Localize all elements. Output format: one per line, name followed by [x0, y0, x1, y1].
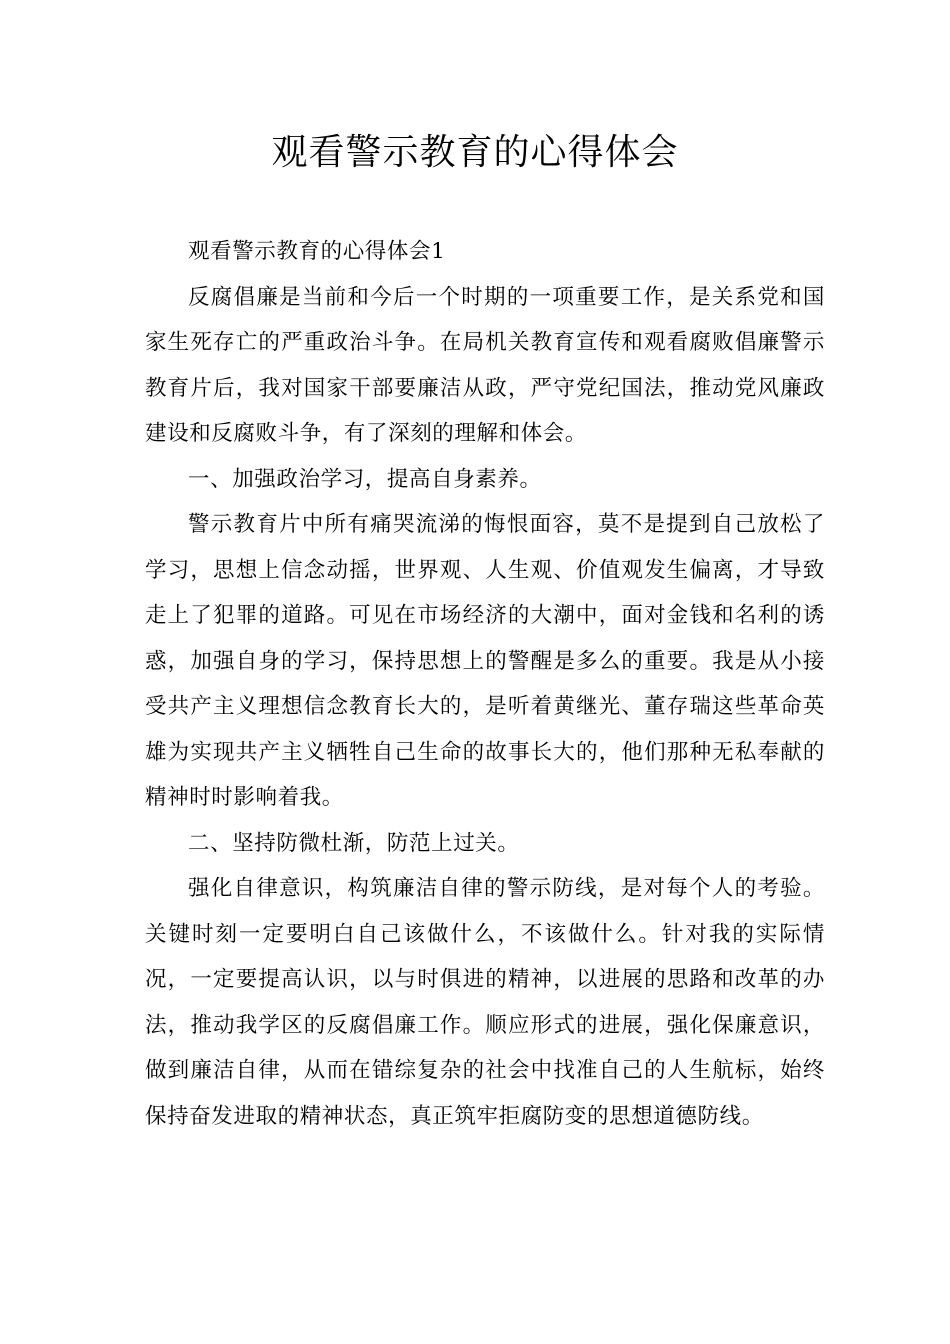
subheading-1: 一、加强政治学习，提高自身素养。: [188, 466, 542, 492]
document-body: [145, 229, 825, 1139]
document-title: 观看警示教育的心得体会: [271, 132, 679, 173]
section-heading-1: 观看警示教育的心得体会1: [188, 239, 446, 264]
subheading-2: 二、坚持防微杜渐，防范上过关。: [188, 830, 520, 856]
paragraph-self-discipline: 强化自律意识，构筑廉洁自律的警示防线，是对每个人的考验。关键时刻一定要明白自己该做什么，不该做什么。针对我的实际情况，一定要提高认识，以与时俱进的精神，以进展的思路和改革的办法，推动我学区的反腐倡廉工作。顺应形式的进展，强化保廉意识，做到廉洁自律，从而在错综复杂的社会中找准自己的人生航标，始终保持奋发进取的精神状态，真正筑牢拒腐防变的思想道德防线。: [145, 876, 825, 1129]
paragraph-study: 警示教育片中所有痛哭流涕的悔恨面容，莫不是提到自己放松了学习，思想上信念动摇，世界观、人生观、价值观发生偏离，才导致走上了犯罪的道路。可见在市场经济的大潮中，面对金钱和名利的诱惑，加强自身的学习，保持思想上的警醒是多么的重要。我是从小接受共产主义理想信念教育长大的，是听着黄继光、董存瑞这些革命英雄为实现共产主义牺牲自己生命的故事长大的，他们那种无私奉献的精神时时影响着我。: [145, 512, 825, 810]
paragraph-intro: 反腐倡廉是当前和今后一个时期的一项重要工作，是关系党和国家生死存亡的严重政治斗争。在局机关教育宣传和观看腐败倡廉警示教育片后，我对国家干部要廉洁从政，严守党纪国法，推动党风廉政建设和反腐败斗争，有了深刻的理解和体会。: [145, 284, 825, 446]
